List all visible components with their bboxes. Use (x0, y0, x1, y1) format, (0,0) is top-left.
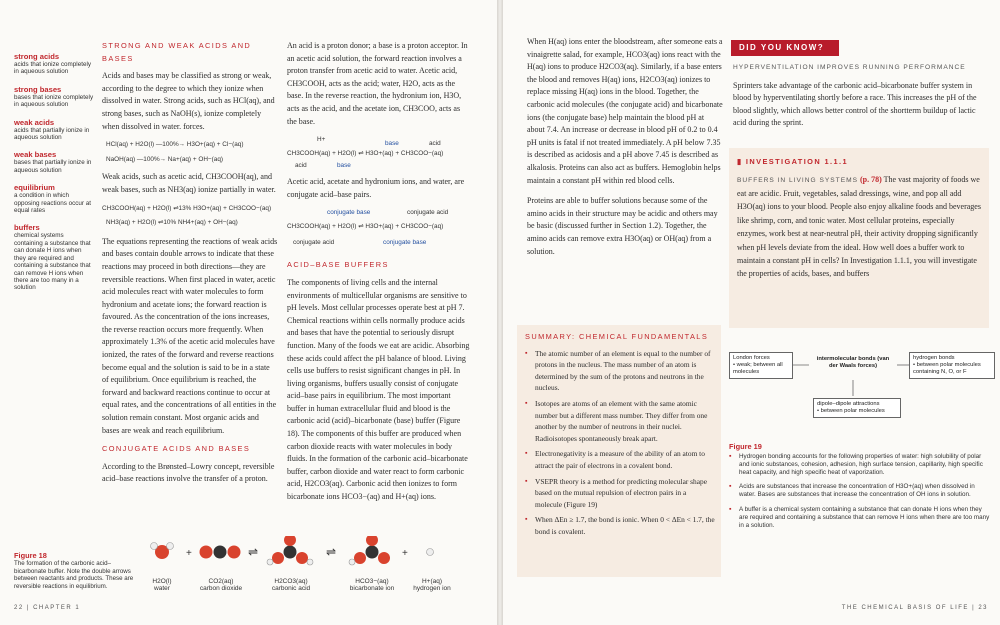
glossary-entry (14, 223, 94, 291)
page-reference-link[interactable]: (p. 78) (860, 174, 882, 184)
molecule-formula: CO2(aq) (208, 578, 234, 585)
node-item: • weak; between all molecules (733, 362, 783, 375)
molecule-name: carbonic acid (271, 585, 311, 593)
molecule-label (142, 578, 182, 593)
summary-title: CHEMICAL FUNDAMENTALS (578, 332, 709, 341)
glossary-term: buffers (14, 223, 40, 233)
margin-glossary (14, 52, 94, 301)
base-label: base (337, 162, 351, 170)
molecule-label (346, 578, 398, 593)
list-item: ▪ When ΔEn ≥ 1.7, the bond is ionic. When 0 < ΔEn < 1.7, the bond is covalent. (535, 514, 715, 537)
node-item-text: weak; between all molecules (733, 362, 783, 375)
molecule-formula: HCO3−(aq) (355, 578, 389, 585)
svg-text:+: + (402, 548, 408, 559)
page-folio: THE CHEMICAL BASIS OF LIFE | 23 (841, 605, 988, 611)
did-you-know-subhead: HYPERVENTILATION IMPROVES RUNNING PERFORMANCE (733, 64, 966, 71)
node-item-text: between polar molecules containing N, O, or F (913, 362, 981, 375)
paragraph: An acid is a proton donor; a base is a proton acceptor. In an acetic acid solution, the forward reaction involves a proton transfer from acetic acid to water. Acetic acid, CH3COOH, acts as the acid; water, H2O, acts as the base. In the reverse reaction, the hydronium ion, H3O, acts as the acid, and the acetate ion, CH3COO, acts as the base. (287, 41, 468, 126)
glossary-definition: a condition in which opposing reactions occur at equal rates (14, 192, 92, 215)
section-heading: STRONG AND WEAK ACIDS AND BASES (102, 41, 252, 63)
paragraph: Sprinters take advantage of the carbonic acid–bicarbonate buffer system in blood by hyperventilating shortly before a race. This increases the pH of the blood slightly, which allows better control of the shortterm buildup of lactic acid during the sprint. (733, 80, 977, 128)
investigation-box (729, 148, 989, 328)
figure-caption: The formation of the carbonic acid–bicarbonate buffer. Note the double arrows between reactants and products. These are reversible reactions in equilibrium. (14, 560, 134, 590)
equation: NH3(aq) + H2O(l) ⇌10% NH4+(aq) + OH−(aq) (106, 219, 238, 227)
bicarbonate-molecule (349, 536, 390, 565)
svg-text:+: + (186, 548, 192, 559)
molecule-label (192, 578, 250, 593)
section-heading: ACID–BASE BUFFERS (287, 260, 389, 270)
page-folio: 22 | CHAPTER 1 (14, 605, 81, 611)
paragraph: Proteins are able to buffer solutions because some of the amino acids in their structure may be acidic and others may be basic (discussed further in Section 1.2). Together, the amino acids can remove extra H3O(aq) or OH(aq) from a solution. (527, 196, 718, 256)
section-heading: CONJUGATE ACIDS AND BASES (102, 444, 251, 454)
glossary-definition: chemical systems containing a substance that can donate H ions when they are required and containing a substance that can remove H ions when there are too many in a solution (14, 232, 91, 292)
node-title: hydrogen bonds (913, 355, 955, 361)
figure-title: Figure 18 (14, 551, 47, 560)
left-column-1 (102, 40, 278, 492)
glossary-definition: acids that partially ionize in aqueous solution (14, 126, 90, 142)
summary-heading (525, 331, 715, 344)
glossary-definition: bases that ionize completely in aqueous solution (14, 93, 94, 109)
water-molecule (151, 543, 174, 560)
investigation-body (737, 173, 981, 281)
figure-19 (729, 442, 991, 529)
molecule-formula: H2O(l) (152, 578, 172, 585)
paragraph: The components of living cells and the internal environments of multicellular organisms are sensitive to pH levels. Most cellular processes operate best at pH 7. Chemical reactions within cells normally produce acids and bases that have the potential to seriously disrupt function. Many of the foods we eat are acidic. Absorbing these acids could affect the pH balance of blood. Living cells use buffers to resist significant changes in pH. In living organisms, buffers usually consist of conjugate acid–base pairs in equilibrium. The most important buffer in human extracellular fluid and blood is the carbonic acid (acid)–bicarbonate (base) buffer (Figure 18). The components of this buffer are produced when carbon dioxide reacts with water molecules in body fluids. In the formation of the carbonic acid–bicarbonate buffer, carbon dioxide and water react to form carbonic acid, H2CO3(aq). Carbonic acid then ionizes to form bicarbonate ions HCO3−(aq) and H+(aq) ions. (287, 277, 470, 502)
molecule-name: water (154, 585, 170, 593)
glossary-term: equilibrium (14, 183, 55, 193)
glossary-term: weak acids (14, 117, 55, 127)
equation: NaOH(aq) —100%→ Na+(aq) + OH−(aq) (106, 155, 224, 163)
figure-19-list (729, 453, 991, 529)
acid-base-diagram (287, 134, 471, 176)
molecule-name: carbon dioxide (199, 585, 243, 593)
glossary-entry (14, 85, 94, 109)
node-item-text: between polar molecules (820, 408, 885, 414)
conjugate-base-label: conjugate base (327, 209, 371, 217)
list-item: ▪ Acids are substances that increase the concentration of H3O+(aq) when dissolved in water. Bases are substances that increase the concentration of OH ions in solution. (739, 483, 991, 499)
did-you-know-banner (731, 40, 839, 56)
proton-label: H+ (317, 136, 326, 144)
figure-18-caption (14, 551, 134, 590)
node-london-forces (729, 352, 793, 379)
did-you-know-content (733, 62, 989, 136)
flask-icon: ▮ (737, 157, 746, 166)
book-gutter (497, 0, 503, 625)
svg-text:⇌: ⇌ (326, 545, 337, 559)
conjugate-acid-label: conjugate acid (293, 239, 335, 247)
paragraph: Weak acids, such as acetic acid, CH3COOH(aq), and weak bases, such as NH3(aq) ionize partially in water. (102, 172, 276, 194)
summary-box (517, 325, 721, 577)
left-page (0, 0, 497, 625)
equation: CH3COOH(aq) + H2O(l) ⇌ H3O+(aq) + CH3COO−(aq) (287, 223, 444, 231)
list-item: ▪ Isotopes are atoms of an element with the same atomic number but a different mass number. They differ from one another by the number of neutrons in their nuclei. Radioisotopes spontaneously break apart. (535, 398, 715, 444)
co2-molecule (200, 546, 241, 559)
paragraph: The equations representing the reactions of weak acids and bases contain double arrows to indicate that these reactions may proceed in both directions—they are reversible reactions. When first placed in water, acetic acid molecules react with water molecules to form hydronium and acetate ions; the forward reaction is favoured. As the concentration of the ions increases, the reverse reaction occurs more frequently. When approximately 1.3% of the acetic acid molecules have ionized, the rates of the forward and reverse reactions become equal and the solution is said to be in a state of equilibrium. Once equilibrium is reached, the forward and backward reactions continue to occur at equal rates, and the concentrations of all entities in the solution remain constant. Most organic acids and bases are weak and reach equilibrium. (102, 236, 278, 435)
list-item: ▪ VSEPR theory is a method for predicting molecular shape based on the mutual repulsion of electron pairs in a molecule (Figure 19) (535, 476, 715, 511)
glossary-term: strong bases (14, 84, 62, 94)
molecule-label (412, 578, 452, 593)
molecule-formula: H2CO3(aq) (274, 578, 308, 585)
list-item: ▪ A buffer is a chemical system containing a substance that can donate H ions when they are required and containing a substance that can remove H ions when there are too many in a solution. (739, 506, 991, 529)
summary-label: SUMMARY: (525, 332, 576, 341)
list-item: ▪ The atomic number of an element is equal to the number of protons in the nucleus. The mass number of an atom is determined by the sum of the protons and neutrons in the nucleus. (535, 348, 715, 394)
glossary-entry (14, 150, 94, 174)
base-label: base (385, 140, 399, 148)
glossary-entry (14, 183, 94, 214)
node-intermolecular-bonds: intermolecular bonds (van der Waals forces) (816, 356, 890, 369)
carbonic-acid-molecule (267, 536, 313, 565)
glossary-definition: bases that partially ionize in aqueous solution (14, 159, 92, 174)
investigation-text: The vast majority of foods we eat are acidic. Fruit, vegetables, salad dressings, wine, and pop all add H3O(aq) ions to your blood. People also enjoy alkaline foods and beverages like shrimp, corn, and tonic water. Most cellular proteins, especially enzymes, work best at near-neutral pH, their activity dropping significantly when pH levels deviate from the ideal. How well does a buffer work to maintain a constant pH in cells? In Investigation 1.1.1, you will investigate the properties of acids, bases, and buffers (737, 174, 981, 279)
glossary-entry (14, 52, 94, 76)
did-you-know-label: DID YOU KNOW? (739, 43, 825, 52)
glossary-entry (14, 118, 94, 142)
summary-list (525, 348, 715, 538)
node-item: • between polar molecules containing N, O, or F (913, 362, 981, 375)
conjugate-base-label: conjugate base (383, 239, 427, 247)
conjugate-acid-label: conjugate acid (407, 209, 449, 217)
list-item: ▪ Electronegativity is a measure of the ability of an atom to attract the pair of electrons in a covalent bond. (535, 448, 715, 471)
molecule-name: bicarbonate ion (349, 585, 395, 593)
right-column-1 (527, 36, 723, 264)
equation: CH3COOH(aq) + H2O(l) ⇌ H3O+(aq) + CH3COO−(aq) (287, 150, 444, 158)
investigation-label (737, 156, 981, 169)
molecule-label (264, 578, 318, 593)
investigation-subhead: BUFFERS IN LIVING SYSTEMS (737, 176, 858, 184)
intermolecular-bonds-diagram (729, 348, 995, 432)
acid-label: acid (295, 162, 307, 170)
glossary-term: strong acids (14, 52, 60, 61)
acid-label: acid (429, 140, 441, 148)
node-title: dipole–dipole attractions (817, 401, 880, 407)
investigation-title: INVESTIGATION 1.1.1 (745, 157, 848, 166)
molecule-name: hydrogen ion (413, 585, 451, 593)
glossary-term: weak bases (14, 150, 57, 160)
node-dipole-dipole (813, 398, 901, 418)
equation: HCl(aq) + H2O(l) —100%→ H3O+(aq) + Cl−(aq) (106, 141, 244, 149)
figure-title: Figure 19 (729, 442, 762, 451)
right-page (503, 0, 1000, 625)
paragraph: When H(aq) ions enter the bloodstream, after someone eats a vinaigrette salad, for example, HCO3(aq) ions react with the H(aq) ions to produce H2CO3(aq). Similarly, if a base enters the blood and removes H(aq) ions, H2CO3(aq) ionizes to replace missing H(aq) ions in the blood. Together, the carbonic acid molecules (the conjugate acid) and bicarbonate ions (the conjugate base) help maintain the blood pH at about 7.4. An increase or decrease in blood pH of 0.2 to 0.4 pH units is fatal if not treated immediately. A pH below 7.35 is described as acidosis and a pH above 7.45 is described as alkalosis. Proteins can also act as buffers. Hemoglobin helps maintain a constant pH within red blood cells. (527, 37, 723, 185)
conjugate-pairs-diagram (287, 207, 471, 251)
list-item: ▪ Hydrogen bonding accounts for the following properties of water: high solubility of polar and ionic substances, cohesion, adhesion, high surface tension, capillarity, high specific heat capacity, and high specific heat of vaporization. (739, 453, 991, 476)
svg-text:⇌: ⇌ (248, 545, 259, 559)
paragraph: According to the Brønsted–Lowry concept, reversible acid–base reactions involve the transfer of a proton. (102, 461, 275, 484)
paragraph: Acetic acid, acetate and hydronium ions, and water, are conjugate acid–base pairs. (287, 177, 465, 199)
molecule-formula: H+(aq) (421, 578, 443, 585)
node-title: London forces (733, 355, 770, 361)
node-hydrogen-bonds (909, 352, 995, 379)
glossary-definition: acids that ionize completely in aqueous solution (14, 61, 92, 76)
hydrogen-ion (427, 549, 434, 556)
molecule-models (140, 536, 480, 568)
left-column-2 (287, 40, 471, 510)
equation: CH3COOH(aq) + H2O(l) ⇌13% H3O+(aq) + CH3COO−(aq) (102, 204, 272, 212)
node-item: • between polar molecules (817, 408, 885, 414)
paragraph: Acids and bases may be classified as strong or weak, according to the degree to which they ionize when dissolved in water. Strong acids, such as HCl(aq), and strong bases, such as NaOH(s), ionize completely when dissolved in water. forces. (102, 71, 275, 131)
figure-18-molecules (140, 536, 480, 598)
